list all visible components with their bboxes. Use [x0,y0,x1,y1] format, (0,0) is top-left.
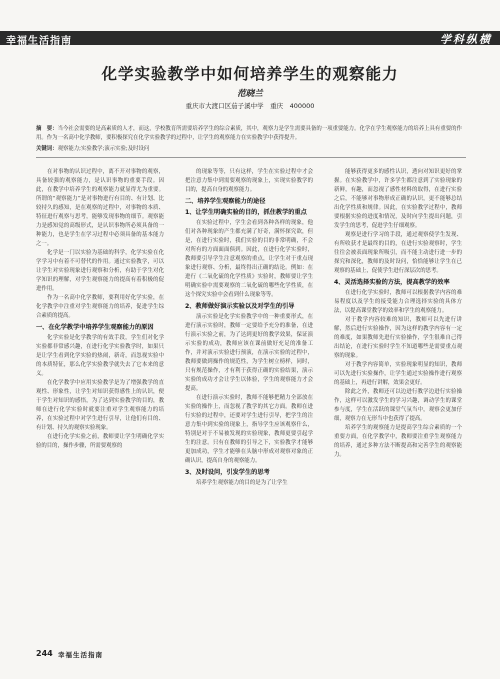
keywords-label: 关键词： [36,146,58,152]
journal-header: 幸福生活指南 [6,36,72,47]
paragraph: 在实验过程中，学生会看到各种各样的现象，他们对各种现象的产生都充满了好奇，满怀探究欲，但是，在进行实验时，我们实验的目的非常明确，不会对所有的方面面面俱到。因此，在进行化学实验时，教师要引导学生注意观察的重点，让学生对于重点现象进行观察、分析，最终得出正确的结论。例如：在进行《二氧化硫的化学性质》实验时，教师要让学生明确实验中需要观察的二氧化硫的哪些化学性质，在这个探究实验中会看到什么现象等等。 [185,220,313,298]
article-author: 范晓兰 [237,89,263,99]
paragraph: 在进行演示实验时，教师不能够把精力全部放在实验的操作上，而忽视了教学的其它方面。教师在进行实验的过程中，还要对学生进行引导，把学生的注意力集中到实验的现象上，指导学生应该观察什么，特别是对于不易被发现的实验现象，教师更要引起学生的注意。只有在教师的引导之下，实验教学才能够更加成功，学生才能够在头脑中形成对观察对象的正确认识，提高自身的观察能力。 [185,395,313,464]
body-column-3 [334,168,462,638]
author-affiliation: 重庆市大渡口区茄子溪中学 重庆 400000 [185,102,315,110]
keywords [36,145,466,154]
section-heading: 2、教师做好演示实验以及对学生的引导 [185,303,295,310]
keywords-text: 观察能力;实验教学;演示实验;及时设问 [57,146,150,152]
abstract [36,125,466,143]
section-heading: 二、培养学生观察能力的途径 [185,198,266,205]
abstract-label: 摘 要： [36,126,58,132]
paragraph: 化学是一门以实验为基础的科学，化学实验在化学学习中有着不可替代的作用。通过实验教学，可以让学生对实验现象进行观察和分析，有助于学生对化学知识的理解，对学生观察能力的提高有着积极的促进作用。 [36,250,164,292]
paragraph: 演示实验是化学实验教学中的一种重要形式，在进行演示实验时，教师一定要给予充分的准备，在进行演示实验之前，为了达到更好的教学效果，保证演示实验的成功，教师应该在课前做好充足的准备工作，并对演示实验进行预演，在演示实验的过程中，教师要做到操作的规范性，为学生树立榜样，同时，只有规范操作，才有利于获得正确的实验结果，演示实验的成功才会让学生以体验，学生的观察能力才会提高。 [185,314,313,392]
paragraph: 对于教学内容较难的知识，教师可以先进行讲解，然后进行实验操作，因为这样的教学内容有一定的难度，如果教师先进行实验操作，学生很难自己得出结论，在进行实验时学生不知道哪些是需要重点观察的现象。 [334,317,462,359]
paragraph: 在进行化学实验之前，教师要让学生明确化学实验的目的，操作步骤，所需要观察的 [36,434,164,449]
section-heading: 1、让学生明确实验的目的，抓住教学的重点 [185,209,307,216]
divider [36,157,466,158]
paragraph: 化学实验是化学教学的有效手段，学生们对化学实验都非常感兴趣，在进行化学实验教学时，如果只是让学生看到化学实验的热闹，新奇，而忽视实验中的本质特征，那么化学实验教学就失去了它本来的意义。 [36,335,164,377]
paragraph: 在进行化学实验时，教师可以根据教学内容的难易程度以及学生的接受能力合理选择实验的具体方法，以提高课堂教学的效率和学生的观察能力。 [334,290,462,314]
paragraph: 培养学生观察能力的目的是为了让学生 [196,480,288,486]
paragraph: 在对事物的认识过程中，离不开对事物的观察，具备较强的观察能力，是认识事物的重要手段。因此，在教学中培养学生的观察能力就显得尤为重要。所谓的“观察能力”是对事物进行有目的、有计划、比较持久的感知，是在观察的过程中，对事物的本质、特征进行观察与思考，能够发现事物的细节。观察能力是感知觉的高级形式，是认识事物所必须具备的一种能力，也是学生在学习过程中必须具备的基本能力之一。 [36,169,164,247]
paragraph: 作为一名高中化学教师，要利用好化学实验，在化学教学中注重对学生观察能力的培养，促进学生综合素质的提高。 [36,295,164,319]
abstract-text: 当今社会需要的是高素质的人才，而这，学校教育所需要培养学生的综合素质，其中，观察力是学生需要具备的一项重要能力。化学在学生观察能力的培养上具有重要的作用。作为一名高中化学教师，要积极探究在化学实验教学的过程中，让学生的观察能力在实验教学中获得提升。 [36,126,462,141]
body-column-1 [36,168,164,638]
paragraph: 在化学教学中应用实验教学是为了增强教学的直观性、形象性，让学生对知识获得感性上的认识，便于学生对知识的感悟，为了达到实验教学的目的，教师在进行化学实验时就要注重对学生观察能力的培养，在实验过程中对学生进行引导，让他们有目的、有计划、持久的观察实验现象。 [36,380,164,431]
paragraph: 除此之外，教师还可以边进行教学边进行实验操作，这样可以激发学生的学习兴趣，调动学生的课堂参与度，学生在活跃的课堂气氛当中，观察会更加仔细，观察力在无形当中也获得了提高。 [334,389,462,422]
paragraph: 对于教学内容简单，实验现象明显的知识，教师可以先进行实验操作，让学生通过实验操作进行观察的基础上，再进行讲解，效果会更好。 [334,362,462,386]
section-heading: 3、及时设问，引发学生的思考 [185,469,270,476]
page-number: 244 [36,649,53,658]
section-heading: 4、灵活选择实验的方法，提高教学的效率 [334,279,450,286]
header-bar [0,31,500,45]
footer-journal: 幸福生活指南 [58,651,103,659]
paragraph: 观察是进行学习的手段，通过观察使学生发现、有所收获才是最终的目的，在进行实验观察时，学生往往会被表面现象所吸引，而不能主动进行进一步的探究和深化，教师的及时设问，恰恰能够让学生在已观察的基础上，促使学生进行深层次的思考。 [334,232,462,274]
section-heading: 一、在化学教学中培养学生观察能力的原因 [36,324,154,331]
paragraph: 的现象等等，只有这样，学生在实验过程中才会把注意力集中到需要观察的现象上，实现实验教学的目的，提高自身的观察能力。 [185,169,313,193]
paragraph: 能够获得更多的感性认识，透向对知识更好的掌握。在实验教学中，许多学生都注意到了实验现象的新鲜，有趣，而忽视了感性材料的取得，在进行实验之后，不能够对事物形成正确的认识，更不能够总结出化学性质和规律。因此，在实验教学过程中，教师要根据实验的进度和情况，及时向学生提出问题，引发学生的思考，促进学生仔细观察。 [334,169,462,229]
paragraph: 培养学生的观察能力是提高学生综合素质的一个重要方面，在化学教学中，教师要注重学生观察能力的培养，通过多种方法不断提高和完善学生的观察能力。 [334,425,462,458]
article-title: 化学实验教学中如何培养学生的观察能力 [101,64,399,83]
body-column-2 [185,168,313,638]
section-header: 学科纵横 [440,33,492,46]
